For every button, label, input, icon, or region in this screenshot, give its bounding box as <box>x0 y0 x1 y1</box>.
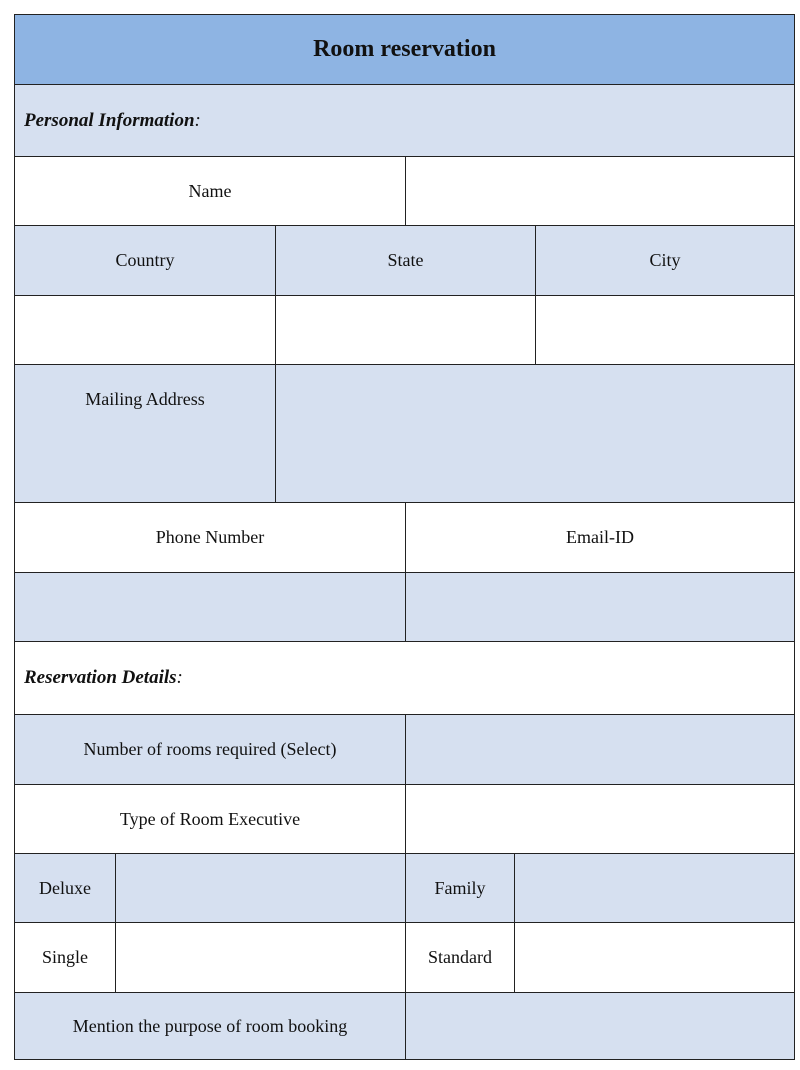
deluxe-input-cell[interactable] <box>116 854 406 923</box>
mailing-address-label: Mailing Address <box>85 389 205 409</box>
mailing-address-label-cell <box>15 365 276 503</box>
room-type-input-cell[interactable] <box>406 785 794 854</box>
email-id-label: Email-ID <box>566 527 634 547</box>
state-label-cell <box>276 226 536 296</box>
standard-label-cell <box>406 923 515 993</box>
rooms-select-cell[interactable] <box>406 715 794 785</box>
country-label-cell <box>15 226 276 296</box>
standard-input-cell[interactable] <box>515 923 794 993</box>
family-label-cell <box>406 854 515 923</box>
standard-label: Standard <box>428 947 492 967</box>
single-input-cell[interactable] <box>116 923 406 993</box>
reservation-details-colon: : <box>176 667 183 688</box>
country-label: Country <box>115 250 175 270</box>
city-input-cell[interactable] <box>536 296 794 365</box>
purpose-input-cell[interactable] <box>406 993 794 1059</box>
mailing-address-input-cell[interactable] <box>276 365 794 503</box>
phone-label-cell <box>15 503 406 573</box>
single-label-cell <box>15 923 116 993</box>
personal-information-colon: : <box>194 109 201 131</box>
phone-number-label: Phone Number <box>155 527 265 547</box>
room-type-label: Type of Room Executive <box>119 808 301 829</box>
single-label: Single <box>41 947 88 967</box>
name-label: Name <box>188 180 232 201</box>
purpose-label-cell <box>15 993 406 1059</box>
form-title-text: Room reservation <box>313 36 496 62</box>
room-reservation-form <box>14 14 795 1060</box>
personal-information-header <box>15 85 794 157</box>
reservation-details-header <box>15 642 794 715</box>
state-input-cell[interactable] <box>276 296 536 365</box>
room-type-label-cell <box>15 785 406 854</box>
name-label-cell <box>15 157 406 226</box>
phone-input-cell[interactable] <box>15 573 406 642</box>
deluxe-label: Deluxe <box>39 877 91 898</box>
city-label-cell <box>536 226 794 296</box>
form-title <box>15 15 794 85</box>
name-input-cell[interactable] <box>406 157 794 226</box>
email-label-cell <box>406 503 794 573</box>
purpose-label: Mention the purpose of room booking <box>72 1015 348 1036</box>
country-input-cell[interactable] <box>15 296 276 365</box>
family-input-cell[interactable] <box>515 854 794 923</box>
city-label: City <box>649 250 681 270</box>
state-label: State <box>387 250 424 270</box>
personal-information-text: Personal Information <box>24 109 195 131</box>
reservation-details-text: Reservation Details <box>24 667 177 688</box>
email-input-cell[interactable] <box>406 573 794 642</box>
family-label: Family <box>434 877 486 898</box>
rooms-required-label: Number of rooms required (Select) <box>83 739 337 759</box>
deluxe-label-cell <box>15 854 116 923</box>
rooms-label-cell <box>15 715 406 785</box>
